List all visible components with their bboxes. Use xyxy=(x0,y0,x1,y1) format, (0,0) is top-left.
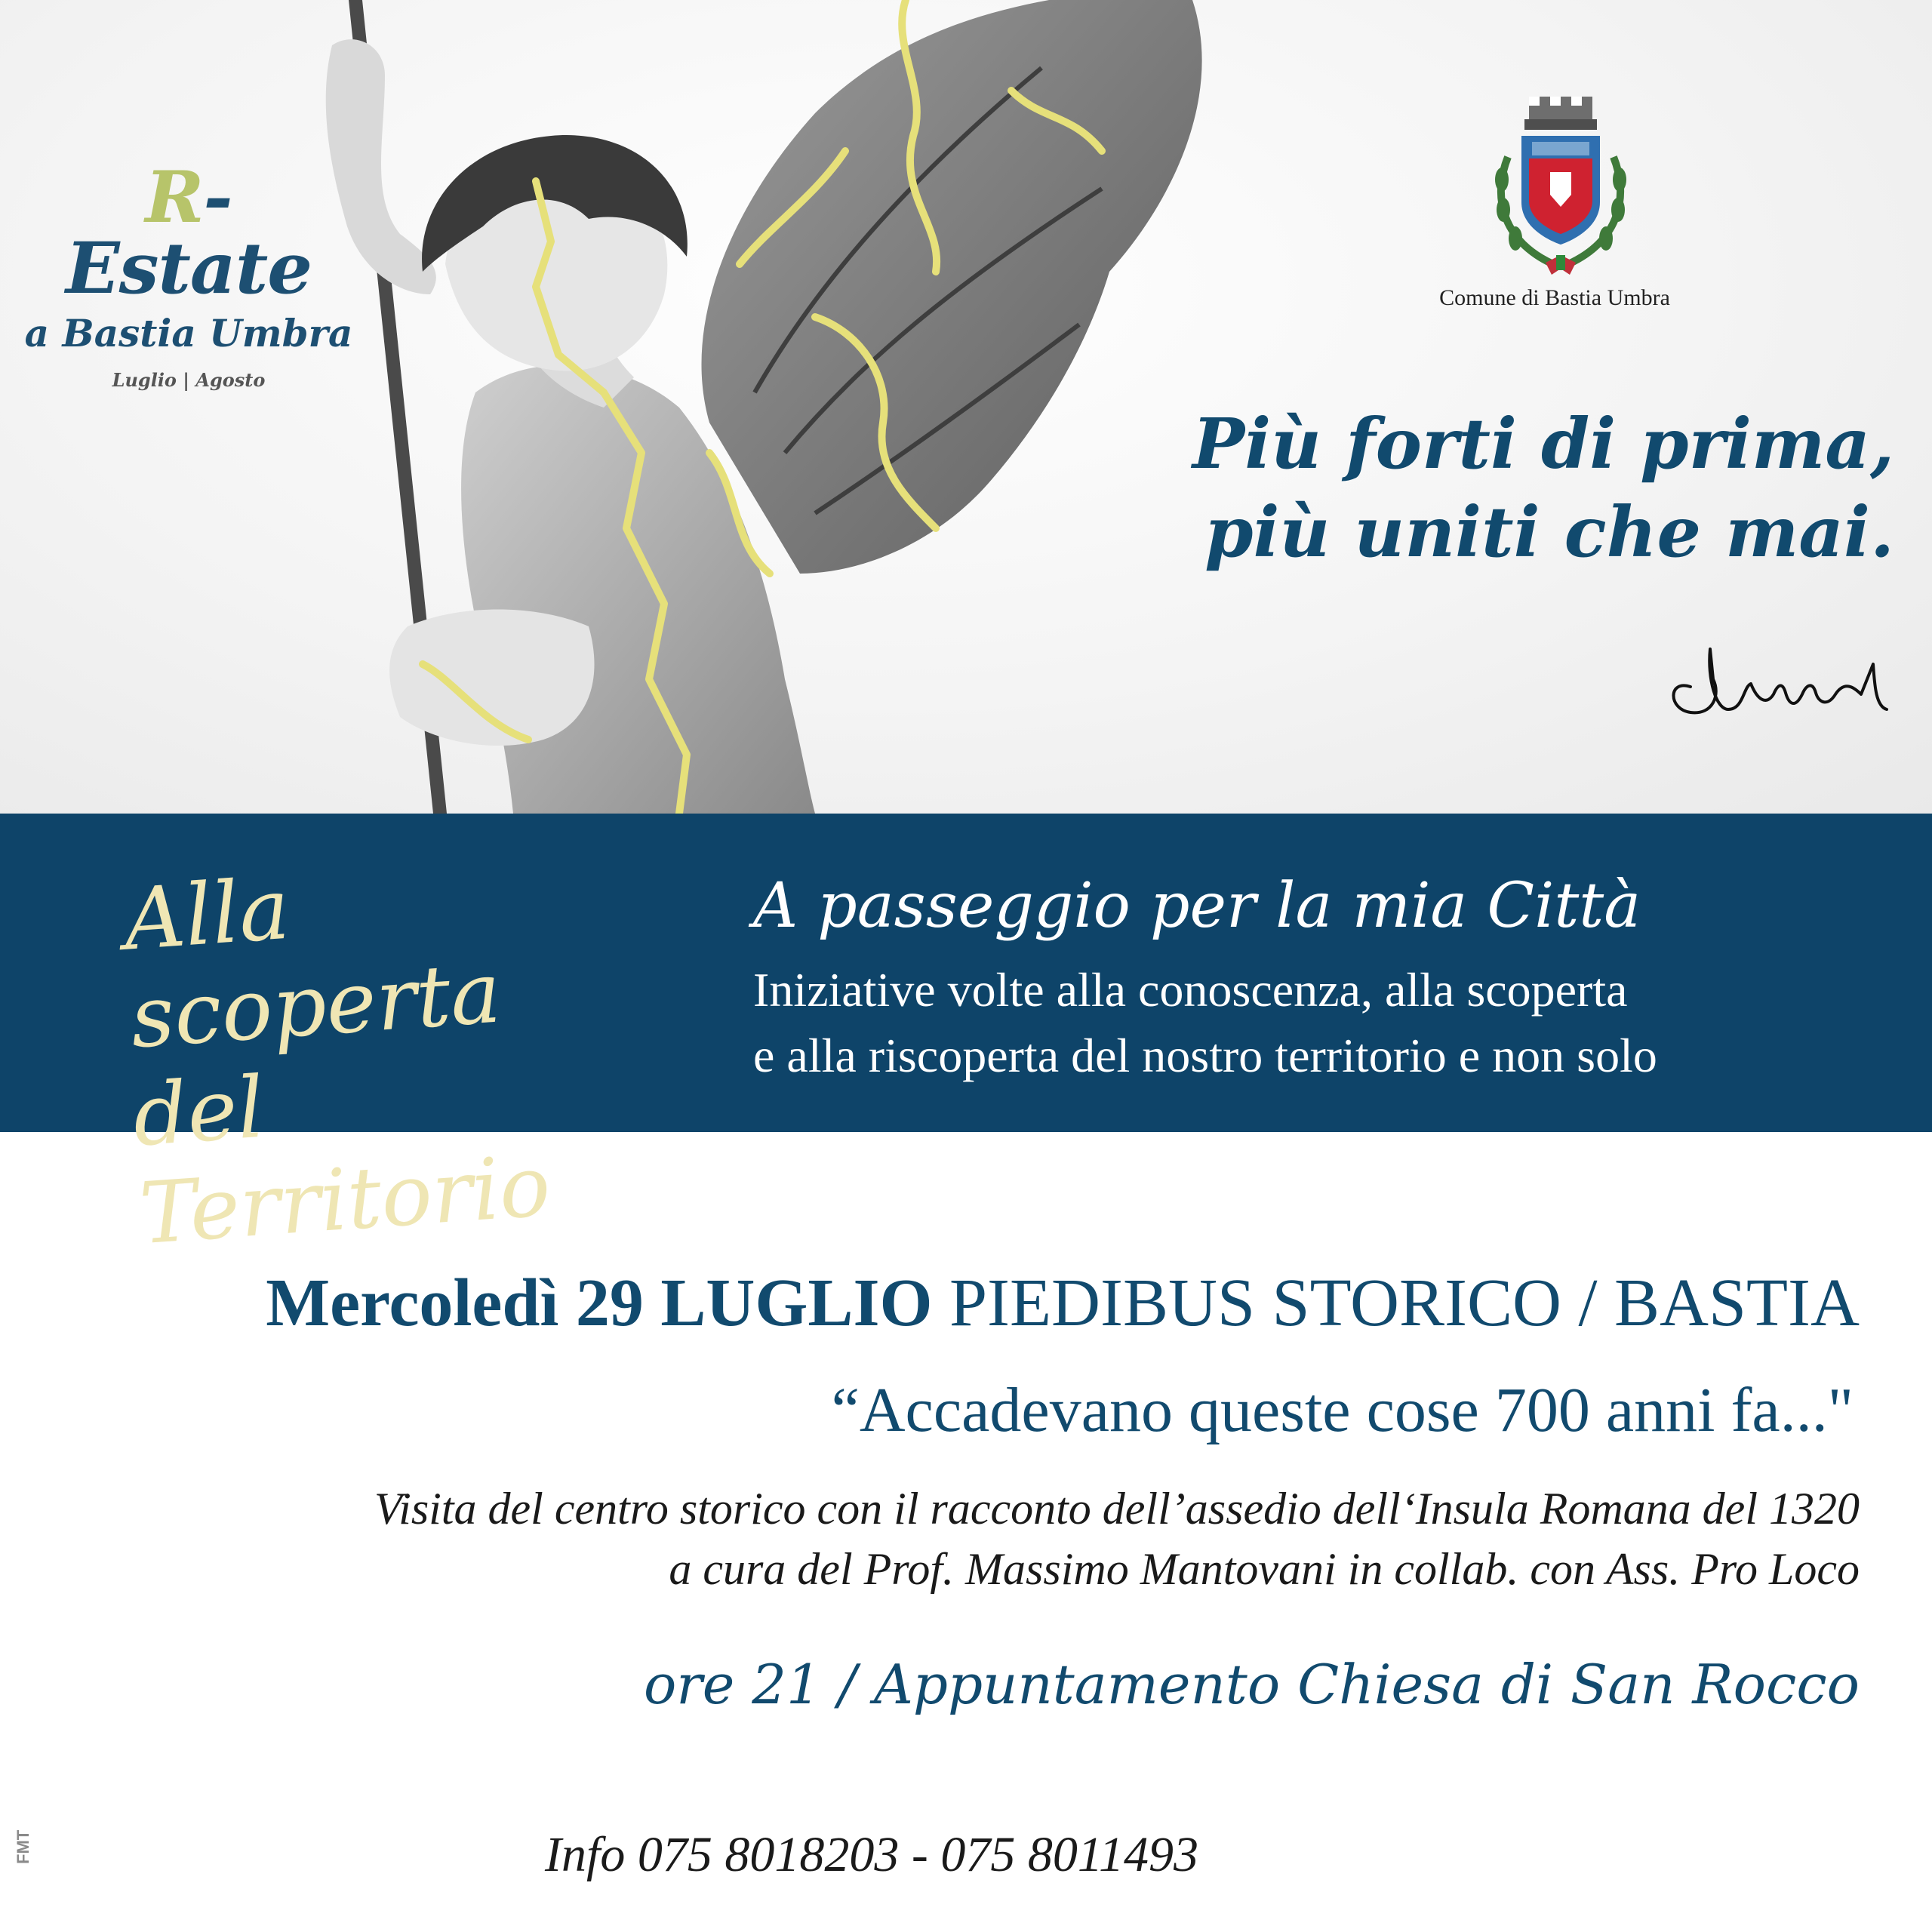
band-description-line-2: e alla riscoperta del nostro territorio e non solo xyxy=(753,1029,1657,1083)
motto xyxy=(1177,400,1894,577)
band-script-line-1: Alla scoperta xyxy=(120,860,504,1068)
comune-label: Comune di Bastia Umbra xyxy=(1439,285,1670,310)
event-quote: “Accadevano queste cose 700 anni fa..." xyxy=(831,1375,1854,1445)
logo-title xyxy=(23,156,355,310)
angel-statue-image xyxy=(287,0,1268,814)
event-heading xyxy=(0,1264,1860,1342)
event-date: Mercoledì 29 LUGLIO xyxy=(266,1266,933,1340)
signature-image xyxy=(1660,634,1894,732)
theme-band xyxy=(0,814,1932,1263)
event-name: PIEDIBUS STORICO / BASTIA xyxy=(949,1266,1860,1340)
event-time: ore 21 / Appuntamento Chiesa di San Rocco xyxy=(643,1653,1860,1716)
motto-line-1: Più forti di prima, xyxy=(1192,403,1894,485)
hero-section xyxy=(0,0,1932,814)
credit-mark: FMT xyxy=(14,1829,32,1864)
band-title: A passeggio per la mia Città xyxy=(753,870,1641,942)
band-description-line-1: Iniziative volte alla conoscenza, alla scoperta xyxy=(753,963,1628,1017)
logo-title-initial: R xyxy=(145,156,204,239)
logo-title-rest: -Estate xyxy=(65,156,312,310)
info-contacts: Info 075 8018203 - 075 8011493 xyxy=(545,1827,1198,1882)
logo-subtitle: a Bastia Umbra xyxy=(24,311,353,355)
comune-crest-icon xyxy=(1485,97,1636,278)
logo-months: Luglio | Agosto xyxy=(112,369,266,391)
band-script-title xyxy=(121,833,705,1263)
motto-line-2: più uniti che mai. xyxy=(1204,491,1894,573)
event-description-line-1: Visita del centro storico con il racconto dell’assedio dell‘Insula Romana del 1320 xyxy=(374,1484,1860,1534)
band-description xyxy=(753,957,1657,1088)
band-script-line-2: del Territorio xyxy=(130,1058,554,1263)
event-description-line-2: a cura del Prof. Massimo Mantovani in collab. con Ass. Pro Loco xyxy=(669,1543,1860,1594)
event-description xyxy=(0,1479,1860,1600)
r-estate-logo xyxy=(23,156,355,391)
